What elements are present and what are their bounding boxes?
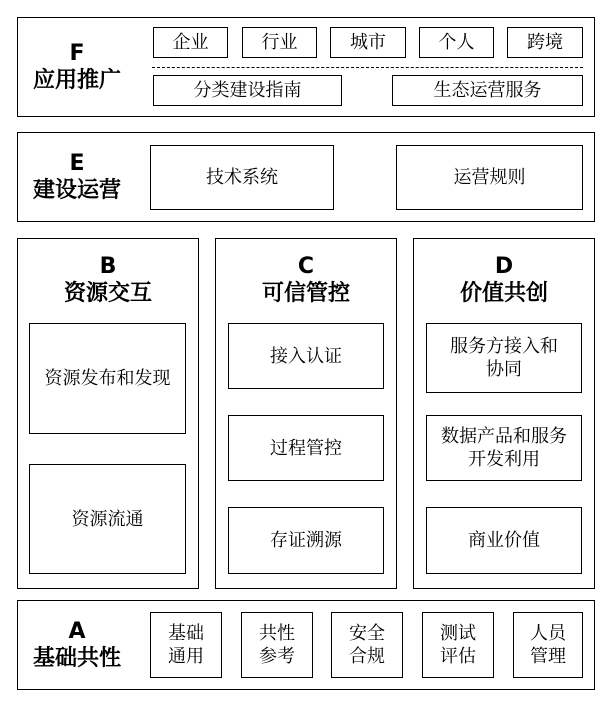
e-item-operation-rules: 运营规则 bbox=[396, 145, 583, 210]
d-item-data-product-development: 数据产品和服务 开发利用 bbox=[426, 415, 582, 481]
c-item-process-control: 过程管控 bbox=[228, 415, 384, 481]
layer-c-name: 可信管控 bbox=[261, 280, 350, 306]
c-item-access-authentication: 接入认证 bbox=[228, 323, 384, 389]
layer-a-title bbox=[20, 612, 134, 678]
f-item-city: 城市 bbox=[330, 27, 406, 58]
layer-b-name: 资源交互 bbox=[63, 280, 152, 306]
f-item-classification-guide: 分类建设指南 bbox=[153, 75, 342, 106]
layer-e-letter: E bbox=[69, 150, 85, 176]
f-item-enterprise: 企业 bbox=[153, 27, 228, 58]
layer-f-name: 应用推广 bbox=[32, 67, 121, 93]
f-dashed-divider bbox=[152, 67, 583, 68]
layer-b-title bbox=[20, 250, 196, 310]
b-item-resource-circulation: 资源流通 bbox=[29, 464, 186, 574]
layer-e-name: 建设运营 bbox=[32, 177, 121, 203]
e-item-technical-system: 技术系统 bbox=[150, 145, 334, 210]
f-item-cross-border: 跨境 bbox=[507, 27, 583, 58]
a-item-basic-general: 基础 通用 bbox=[150, 612, 222, 678]
c-item-evidence-traceability: 存证溯源 bbox=[228, 507, 384, 574]
d-item-commercial-value: 商业价值 bbox=[426, 507, 582, 574]
a-item-common-reference: 共性 参考 bbox=[241, 612, 313, 678]
f-item-ecosystem-service: 生态运营服务 bbox=[392, 75, 583, 106]
layer-e-title bbox=[20, 144, 134, 210]
layer-d-letter: D bbox=[494, 253, 514, 279]
layer-c-letter: C bbox=[297, 253, 315, 279]
f-item-industry: 行业 bbox=[242, 27, 317, 58]
layer-f-letter: F bbox=[69, 40, 85, 66]
a-item-testing-evaluation: 测试 评估 bbox=[422, 612, 494, 678]
b-item-resource-publish-discovery: 资源发布和发现 bbox=[29, 323, 186, 434]
layer-d-name: 价值共创 bbox=[459, 280, 548, 306]
a-item-personnel-management: 人员 管理 bbox=[513, 612, 583, 678]
layer-a-name: 基础共性 bbox=[32, 645, 121, 671]
layer-b-letter: B bbox=[99, 253, 117, 279]
d-item-service-access-collaboration: 服务方接入和 协同 bbox=[426, 323, 582, 393]
f-item-individual: 个人 bbox=[419, 27, 494, 58]
layer-f-title bbox=[20, 34, 134, 100]
a-item-security-compliance: 安全 合规 bbox=[331, 612, 403, 678]
layer-a-letter: A bbox=[68, 618, 86, 644]
layer-d-title bbox=[416, 250, 592, 310]
layer-c-title bbox=[218, 250, 394, 310]
